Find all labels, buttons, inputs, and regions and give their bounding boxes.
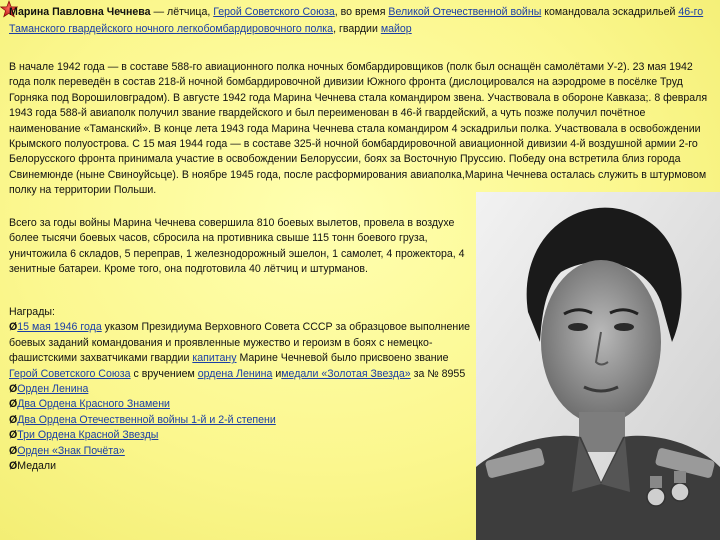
- combat-stats-paragraph: Всего за годы войны Марина Чечнева совершила 810 боевых вылетов, провела в воздухе более тысячи боевых часов, сбросила на противника свыше 115 тонн боевого груза, уничтожила 6 складов, 5 переправ, 1 железнодорожный эшелон, 1 самолет, 4 прожектора, 4 зенитные батареи. Кроме того, она подготовила 40 лётчиц и штурманов.: [9, 217, 465, 276]
- bullet-arrow-icon: Ø: [9, 398, 18, 411]
- award-link[interactable]: Три Ордена Красной Звезды: [17, 429, 159, 442]
- bullet-arrow-icon: Ø: [9, 413, 18, 426]
- award-item: [9, 459, 471, 474]
- link-captain[interactable]: капитану: [192, 352, 237, 365]
- link-hero-title[interactable]: Герой Советского Союза: [9, 367, 131, 380]
- intro-paragraph: Марина Павловна Чечнева — лётчица, Герой Советского Союза, во время Великой Отечественной войны командовала эскадрильей 46-го Таманского гвардейского ночного легкобомбардировочного полка, гвардии майор: [9, 6, 704, 35]
- link-order-of-lenin[interactable]: ордена Ленина: [197, 367, 273, 380]
- award-item: [9, 444, 471, 459]
- award-item: [9, 397, 471, 412]
- person-name: Марина Павловна Чечнева: [9, 6, 151, 18]
- bullet-arrow-icon: Ø: [9, 429, 18, 442]
- award-text: Медали: [17, 460, 57, 473]
- awards-section: [9, 305, 471, 474]
- award-item: [9, 428, 471, 443]
- bullet-arrow-icon: Ø: [9, 460, 18, 473]
- portrait-photo: [476, 192, 720, 540]
- link-major[interactable]: майор: [380, 22, 412, 35]
- award-item: [9, 413, 471, 428]
- award-link[interactable]: Два Ордена Красного Знамени: [17, 398, 170, 411]
- link-hero-soviet-union[interactable]: Герой Советского Союза: [213, 6, 335, 18]
- awards-hero-item: Ø15 мая 1946 года указом Президиума Верховного Совета СССР за образцовое выполнение боевых заданий командования и проявленные мужество и героизм в боях с немецко-фашистскими захватчиками гвардии капитану Марине Чечневой было присвоено звание Герой Советского Союза с вручением ордена Ленина имедали «Золотая Звезда» за № 8955: [9, 321, 471, 380]
- bullet-arrow-icon: Ø: [9, 321, 18, 334]
- link-46th-regiment[interactable]: 46-го Таманского гвардейского ночного легкобомбардировочного полка: [9, 6, 704, 35]
- award-link[interactable]: Орден «Знак Почёта»: [17, 444, 125, 457]
- link-award-date[interactable]: 15 мая 1946 года: [17, 321, 102, 334]
- link-gold-star-medal[interactable]: медали «Золотая Звезда»: [281, 367, 411, 380]
- history-paragraph: В начале 1942 года — в составе 588-го авиационного полка ночных бомбардировщиков (полк был оснащён самолётами У-2). 23 мая 1942 года полк переведён в состав 218-й ночной бомбардировочной дивизии Южного фронта (дислоцировался на аэродроме в посёлке Труд Горняка под Ворошиловградом). В августе 1942 года Марина Чечнева стала командиром звена. Участвовала в обороне Кавказа;. 8 февраля 1943 года 588-й авиаполк получил звание гвардейского и был переименован в 46-й гвардейский, а чуть позже получил почётное наименование «Таманский». В конце лета 1943 года Марина Чечнева стала командиром 4 эскадрильи полка. Участвовала в освобождении Крымского полуострова. С 15 мая 1944 года — в составе 325-й ночной бомбардировочной авиационной дивизии 4-й воздушной армии 2-го Белорусского фронта принимала участие в освобождении Белоруссии, боях за Восточную Пруссию. Победу она встретила близ города Свинемюнде (ныне Свиноуйсьце). В ноябре 1945 года, после расформирования авиаполка,Марина Чечнева осталась служить в штурмовом полку на территории Польши.: [9, 61, 708, 197]
- awards-title: Награды:: [9, 306, 55, 318]
- award-link[interactable]: Орден Ленина: [17, 383, 89, 396]
- link-great-patriotic-war[interactable]: Великой Отечественной войны: [388, 6, 542, 18]
- award-link[interactable]: Два Ордена Отечественной войны 1-й и 2-й степени: [17, 413, 276, 426]
- award-item: [9, 382, 471, 397]
- bullet-arrow-icon: Ø: [9, 444, 18, 457]
- bullet-arrow-icon: Ø: [9, 383, 18, 396]
